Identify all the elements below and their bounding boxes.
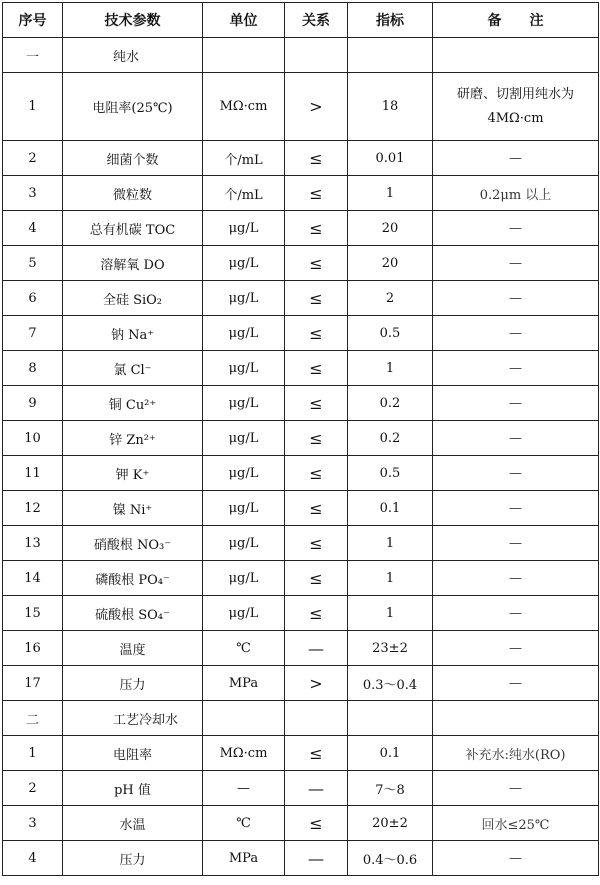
row-no: 6 [3, 281, 63, 316]
empty-cell [433, 38, 599, 73]
row-no: 1 [3, 73, 63, 141]
row-unit: — [203, 771, 285, 806]
row-param: pH 值 [63, 771, 203, 806]
empty-cell [348, 38, 433, 73]
row-param: 压力 [63, 666, 203, 701]
row-note: — [433, 421, 599, 456]
table-row [3, 316, 599, 351]
row-unit: μg/L [203, 526, 285, 561]
table-row [3, 561, 599, 596]
table-row [3, 386, 599, 421]
row-param: 氯 Cl⁻ [63, 351, 203, 386]
table-row [3, 141, 599, 176]
row-unit: μg/L [203, 316, 285, 351]
table-row [3, 806, 599, 841]
row-no: 7 [3, 316, 63, 351]
row-relation: ≤ [285, 806, 348, 841]
row-value: 18 [348, 73, 433, 141]
header-note: 备 注 [433, 3, 599, 38]
row-note: — [433, 631, 599, 666]
row-note: — [433, 771, 599, 806]
row-param: 温度 [63, 631, 203, 666]
row-param: 溶解氧 DO [63, 246, 203, 281]
row-unit: 个/mL [203, 176, 285, 211]
row-value: 1 [348, 596, 433, 631]
row-note: — [433, 281, 599, 316]
row-unit: MΩ·cm [203, 736, 285, 771]
row-value: 1 [348, 526, 433, 561]
row-value: 0.2 [348, 421, 433, 456]
row-note: — [433, 596, 599, 631]
row-value: 1 [348, 561, 433, 596]
row-no: 13 [3, 526, 63, 561]
table-body [3, 38, 599, 876]
row-unit: μg/L [203, 211, 285, 246]
row-no: 5 [3, 246, 63, 281]
row-param: 微粒数 [63, 176, 203, 211]
table-row [3, 771, 599, 806]
table-row [3, 841, 599, 876]
row-param: 磷酸根 PO₄⁻ [63, 561, 203, 596]
row-note: — [433, 386, 599, 421]
header-relation: 关系 [285, 3, 348, 38]
row-value: 0.1 [348, 736, 433, 771]
table-row [3, 596, 599, 631]
row-no: 2 [3, 771, 63, 806]
empty-cell [348, 701, 433, 736]
row-no: 9 [3, 386, 63, 421]
row-no: 11 [3, 456, 63, 491]
row-unit: μg/L [203, 386, 285, 421]
row-note: — [433, 316, 599, 351]
header-unit: 单位 [203, 3, 285, 38]
row-no: 3 [3, 176, 63, 211]
section-name: 工艺冷却水 [63, 701, 203, 736]
row-relation: ≤ [285, 141, 348, 176]
spec-table [2, 2, 599, 876]
empty-cell [203, 701, 285, 736]
header-param: 技术参数 [63, 3, 203, 38]
row-relation: — [285, 631, 348, 666]
row-no: 8 [3, 351, 63, 386]
row-no: 10 [3, 421, 63, 456]
row-unit: MPa [203, 841, 285, 876]
table-row [3, 73, 599, 141]
row-param: 细菌个数 [63, 141, 203, 176]
row-note: — [433, 456, 599, 491]
section-row [3, 38, 599, 73]
row-relation: ≤ [285, 736, 348, 771]
empty-cell [285, 701, 348, 736]
row-value: 20±2 [348, 806, 433, 841]
row-param: 钠 Na⁺ [63, 316, 203, 351]
row-no: 16 [3, 631, 63, 666]
row-unit: 个/mL [203, 141, 285, 176]
row-unit: μg/L [203, 561, 285, 596]
table-row [3, 176, 599, 211]
row-no: 3 [3, 806, 63, 841]
row-no: 2 [3, 141, 63, 176]
header-row [3, 3, 599, 38]
row-relation: ≤ [285, 596, 348, 631]
row-no: 17 [3, 666, 63, 701]
row-note: — [433, 246, 599, 281]
row-note: 研磨、切割用纯水为4MΩ·cm [433, 73, 599, 141]
row-relation: ≤ [285, 421, 348, 456]
row-no: 14 [3, 561, 63, 596]
row-no: 4 [3, 841, 63, 876]
row-value: 0.5 [348, 316, 433, 351]
table-row [3, 631, 599, 666]
row-value: 2 [348, 281, 433, 316]
section-no: 一 [3, 38, 63, 73]
row-value: 0.1 [348, 491, 433, 526]
row-unit: ℃ [203, 806, 285, 841]
row-unit: μg/L [203, 421, 285, 456]
row-param: 全硅 SiO₂ [63, 281, 203, 316]
row-param: 总有机碳 TOC [63, 211, 203, 246]
row-note: — [433, 351, 599, 386]
empty-cell [285, 38, 348, 73]
row-unit: MΩ·cm [203, 73, 285, 141]
row-param: 水温 [63, 806, 203, 841]
row-no: 15 [3, 596, 63, 631]
row-relation: ≤ [285, 281, 348, 316]
table-row [3, 351, 599, 386]
row-note: — [433, 561, 599, 596]
table-row [3, 211, 599, 246]
row-note: 回水≤25℃ [433, 806, 599, 841]
row-no: 12 [3, 491, 63, 526]
row-param: 硝酸根 NO₃⁻ [63, 526, 203, 561]
section-row [3, 701, 599, 736]
row-value: 20 [348, 246, 433, 281]
table-row [3, 666, 599, 701]
row-relation: ≤ [285, 351, 348, 386]
row-relation: ≤ [285, 491, 348, 526]
header-value: 指标 [348, 3, 433, 38]
row-relation: ≤ [285, 526, 348, 561]
table-row [3, 281, 599, 316]
row-unit: μg/L [203, 351, 285, 386]
row-param: 压力 [63, 841, 203, 876]
row-param: 锌 Zn²⁺ [63, 421, 203, 456]
section-name: 纯水 [63, 38, 203, 73]
row-value: 0.01 [348, 141, 433, 176]
row-value: 1 [348, 351, 433, 386]
row-note: 0.2μm 以上 [433, 176, 599, 211]
row-unit: μg/L [203, 281, 285, 316]
section-no: 二 [3, 701, 63, 736]
row-param: 电阻率 [63, 736, 203, 771]
row-value: 7～8 [348, 771, 433, 806]
row-unit: μg/L [203, 246, 285, 281]
row-note: — [433, 491, 599, 526]
row-note: — [433, 211, 599, 246]
row-value: 20 [348, 211, 433, 246]
table-row [3, 421, 599, 456]
table-row [3, 491, 599, 526]
row-param: 钾 K⁺ [63, 456, 203, 491]
row-value: 0.5 [348, 456, 433, 491]
row-unit: μg/L [203, 491, 285, 526]
row-relation: ≤ [285, 456, 348, 491]
row-note: — [433, 526, 599, 561]
row-unit: ℃ [203, 631, 285, 666]
header-no: 序号 [3, 3, 63, 38]
row-value: 1 [348, 176, 433, 211]
row-unit: MPa [203, 666, 285, 701]
row-relation: ≤ [285, 246, 348, 281]
row-no: 1 [3, 736, 63, 771]
table-row [3, 526, 599, 561]
row-relation: ≤ [285, 211, 348, 246]
row-relation: ≤ [285, 561, 348, 596]
table-row [3, 456, 599, 491]
row-unit: μg/L [203, 456, 285, 491]
empty-cell [203, 38, 285, 73]
row-param: 铜 Cu²⁺ [63, 386, 203, 421]
row-param: 硫酸根 SO₄⁻ [63, 596, 203, 631]
row-note: — [433, 666, 599, 701]
row-no: 4 [3, 211, 63, 246]
row-value: 0.4～0.6 [348, 841, 433, 876]
row-param: 电阻率(25℃) [63, 73, 203, 141]
row-param: 镍 Ni⁺ [63, 491, 203, 526]
row-relation: ≤ [285, 386, 348, 421]
empty-cell [433, 701, 599, 736]
table-row [3, 736, 599, 771]
row-value: 23±2 [348, 631, 433, 666]
row-note: — [433, 841, 599, 876]
row-relation: ≤ [285, 316, 348, 351]
row-relation: ≤ [285, 176, 348, 211]
row-note: — [433, 141, 599, 176]
row-relation: > [285, 73, 348, 141]
row-value: 0.2 [348, 386, 433, 421]
row-value: 0.3～0.4 [348, 666, 433, 701]
row-relation: > [285, 666, 348, 701]
row-unit: μg/L [203, 596, 285, 631]
row-relation: — [285, 771, 348, 806]
row-relation: — [285, 841, 348, 876]
row-note: 补充水:纯水(RO) [433, 736, 599, 771]
table-row [3, 246, 599, 281]
